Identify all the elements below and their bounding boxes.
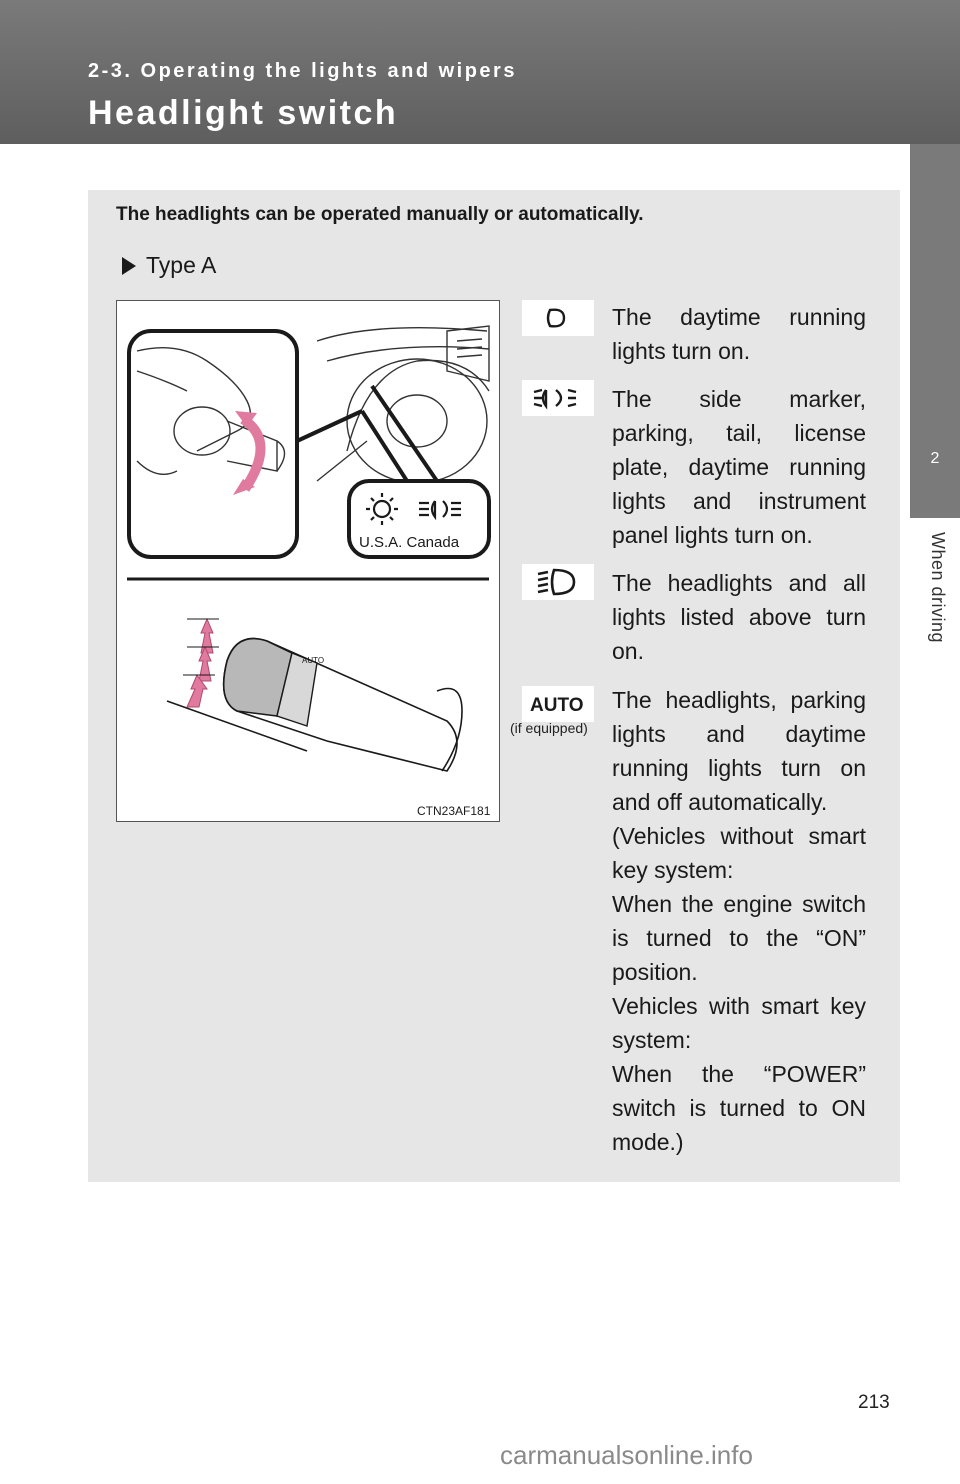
page-number: 213 <box>858 1392 890 1413</box>
page-header <box>0 0 960 144</box>
section-label: 2-3. Operating the lights and wipers <box>88 60 517 82</box>
headlight-switch-illustration <box>116 300 500 822</box>
auto-icon <box>522 686 594 722</box>
auto-icon-text: AUTO <box>530 695 584 716</box>
mode-extra-text: Vehicles with smart key system: <box>612 993 866 1053</box>
watermark: carmanualsonline.info <box>500 1440 753 1470</box>
mode-description-text: The daytime running lights turn on. <box>612 304 866 364</box>
if-equipped-note: (if equipped) <box>510 720 588 736</box>
mode-description <box>612 566 866 668</box>
side-marker-light-icon <box>522 380 594 416</box>
type-label-text: Type A <box>146 252 217 278</box>
mode-extra-text: When the “POWER” switch is turned to ON mode.) <box>612 1061 866 1155</box>
mode-description-text: The headlights, parking lights and daytime running lights turn on and off automatically. <box>612 687 866 815</box>
chapter-name: When driving <box>928 532 948 644</box>
mode-description-text: The headlights and all lights listed above turn on. <box>612 570 866 664</box>
mode-extra-text: (Vehicles without smart key system: <box>612 823 866 883</box>
intro-text: The headlights can be operated manually or automatically. <box>116 204 644 225</box>
mode-description <box>612 683 866 1159</box>
mode-description-text: The side marker, parking, tail, license plate, daytime running lights and instrument panel lights turn on. <box>612 386 866 548</box>
type-label <box>122 252 216 279</box>
triangle-bullet-icon <box>122 257 136 275</box>
illustration-code: CTN23AF181 <box>417 804 491 818</box>
daytime-running-light-icon <box>522 300 594 336</box>
headlight-icon <box>522 564 594 600</box>
chapter-number: 2 <box>930 450 940 467</box>
page-title: Headlight switch <box>88 94 399 132</box>
region-labels: U.S.A. Canada <box>359 534 460 551</box>
mode-extra-text: When the engine switch is turned to the “ON” position. <box>612 891 866 985</box>
mode-description <box>612 300 866 368</box>
mode-description <box>612 382 866 552</box>
stalk-auto-label: AUTO <box>302 656 325 665</box>
